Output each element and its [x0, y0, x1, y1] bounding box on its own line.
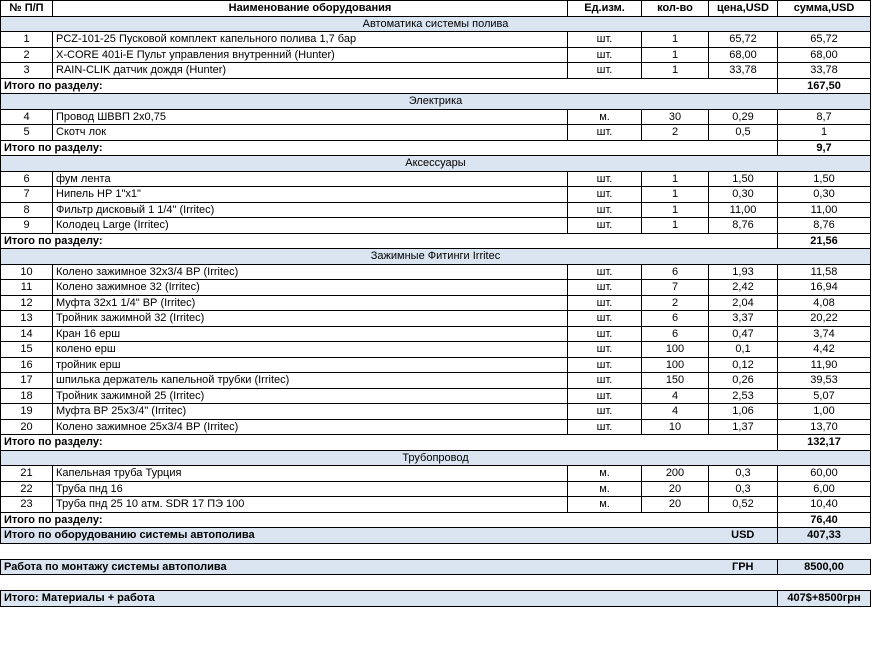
- column-header-qty: кол-во: [642, 1, 709, 17]
- item-price: 0,3: [709, 481, 778, 497]
- table-row: [1, 125, 871, 141]
- item-price: 0,3: [709, 466, 778, 482]
- row-number: 15: [1, 342, 53, 358]
- item-qty: 2: [642, 125, 709, 141]
- equipment-total-value: 407,33: [778, 528, 871, 544]
- item-qty: 1: [642, 63, 709, 79]
- item-unit: шт.: [568, 187, 642, 203]
- item-sum: 10,40: [778, 497, 871, 513]
- table-row: [1, 373, 871, 389]
- subtotal-value: 76,40: [778, 512, 871, 528]
- row-number: 17: [1, 373, 53, 389]
- subtotal-label: Итого по разделу:: [1, 140, 778, 156]
- row-number: 8: [1, 202, 53, 218]
- subtotal-value: 167,50: [778, 78, 871, 94]
- item-sum: 68,00: [778, 47, 871, 63]
- item-price: 1,50: [709, 171, 778, 187]
- item-name: тройник ерш: [53, 357, 568, 373]
- item-price: 0,29: [709, 109, 778, 125]
- item-price: 0,1: [709, 342, 778, 358]
- table-row: [1, 32, 871, 48]
- installation-row: [1, 559, 871, 575]
- table-row: [1, 218, 871, 234]
- item-qty: 150: [642, 373, 709, 389]
- table-row: [1, 202, 871, 218]
- item-sum: 4,08: [778, 295, 871, 311]
- item-qty: 1: [642, 32, 709, 48]
- subtotal-row: [1, 512, 871, 528]
- item-sum: 8,76: [778, 218, 871, 234]
- section-header: [1, 450, 871, 466]
- item-name: Провод ШВВП 2х0,75: [53, 109, 568, 125]
- item-sum: 11,00: [778, 202, 871, 218]
- item-unit: шт.: [568, 202, 642, 218]
- column-header-sum: сумма,USD: [778, 1, 871, 17]
- item-name: Нипель НР 1"х1": [53, 187, 568, 203]
- item-name: Фильтр дисковый 1 1/4" (Irritec): [53, 202, 568, 218]
- row-number: 18: [1, 388, 53, 404]
- table-row: [1, 109, 871, 125]
- item-sum: 65,72: [778, 32, 871, 48]
- table-row: [1, 342, 871, 358]
- item-unit: шт.: [568, 326, 642, 342]
- section-title: Трубопровод: [1, 450, 871, 466]
- grand-total-value: 407$+8500грн: [778, 591, 871, 607]
- installation-currency: ГРН: [709, 559, 778, 575]
- section-title: Электрика: [1, 94, 871, 110]
- row-number: 2: [1, 47, 53, 63]
- item-unit: шт.: [568, 63, 642, 79]
- grand-total-row: [1, 591, 871, 607]
- item-price: 2,04: [709, 295, 778, 311]
- item-name: Тройник зажимной 25 (Irritec): [53, 388, 568, 404]
- item-unit: шт.: [568, 264, 642, 280]
- item-qty: 4: [642, 388, 709, 404]
- item-name: колено ерш: [53, 342, 568, 358]
- table-row: [1, 466, 871, 482]
- column-header-name: Наименование оборудования: [53, 1, 568, 17]
- subtotal-value: 21,56: [778, 233, 871, 249]
- table-row: [1, 419, 871, 435]
- column-header-price: цена,USD: [709, 1, 778, 17]
- item-price: 65,72: [709, 32, 778, 48]
- section-header: [1, 16, 871, 32]
- row-number: 11: [1, 280, 53, 296]
- item-qty: 100: [642, 342, 709, 358]
- item-unit: шт.: [568, 388, 642, 404]
- table-row: [1, 171, 871, 187]
- section-header: [1, 249, 871, 265]
- item-unit: шт.: [568, 357, 642, 373]
- row-number: 20: [1, 419, 53, 435]
- item-price: 0,26: [709, 373, 778, 389]
- table-row: [1, 311, 871, 327]
- section-title: Зажимные Фитинги Irritec: [1, 249, 871, 265]
- row-number: 12: [1, 295, 53, 311]
- item-unit: шт.: [568, 373, 642, 389]
- item-unit: м.: [568, 109, 642, 125]
- item-qty: 20: [642, 497, 709, 513]
- item-qty: 1: [642, 187, 709, 203]
- item-sum: 60,00: [778, 466, 871, 482]
- item-sum: 16,94: [778, 280, 871, 296]
- item-name: X-CORE 401i-E Пульт управления внутренний (Hunter): [53, 47, 568, 63]
- item-price: 2,53: [709, 388, 778, 404]
- equipment-total-currency: USD: [709, 528, 778, 544]
- item-sum: 20,22: [778, 311, 871, 327]
- item-unit: шт.: [568, 342, 642, 358]
- item-sum: 3,74: [778, 326, 871, 342]
- item-name: Муфта ВР 25х3/4" (Irritec): [53, 404, 568, 420]
- section-title: Аксессуары: [1, 156, 871, 172]
- item-price: 0,52: [709, 497, 778, 513]
- row-number: 9: [1, 218, 53, 234]
- item-unit: шт.: [568, 218, 642, 234]
- subtotal-row: [1, 140, 871, 156]
- item-sum: 33,78: [778, 63, 871, 79]
- row-number: 10: [1, 264, 53, 280]
- item-price: 1,06: [709, 404, 778, 420]
- table-row: [1, 357, 871, 373]
- item-name: Скотч лок: [53, 125, 568, 141]
- item-unit: шт.: [568, 125, 642, 141]
- item-price: 68,00: [709, 47, 778, 63]
- table-row: [1, 404, 871, 420]
- row-number: 21: [1, 466, 53, 482]
- subtotal-label: Итого по разделу:: [1, 435, 778, 451]
- item-unit: шт.: [568, 171, 642, 187]
- row-number: 1: [1, 32, 53, 48]
- row-number: 23: [1, 497, 53, 513]
- item-sum: 1: [778, 125, 871, 141]
- item-sum: 4,42: [778, 342, 871, 358]
- row-number: 14: [1, 326, 53, 342]
- row-number: 5: [1, 125, 53, 141]
- item-name: Колено зажимное 32 (Irritec): [53, 280, 568, 296]
- table-row: [1, 497, 871, 513]
- installation-value: 8500,00: [778, 559, 871, 575]
- item-name: Кран 16 ерш: [53, 326, 568, 342]
- item-unit: шт.: [568, 404, 642, 420]
- spacer-cell: [1, 575, 871, 591]
- section-header: [1, 156, 871, 172]
- table-row: [1, 63, 871, 79]
- table-row: [1, 326, 871, 342]
- item-name: фум лента: [53, 171, 568, 187]
- table-row: [1, 388, 871, 404]
- equipment-total-row: [1, 528, 871, 544]
- subtotal-label: Итого по разделу:: [1, 512, 778, 528]
- subtotal-row: [1, 435, 871, 451]
- subtotal-value: 9,7: [778, 140, 871, 156]
- item-name: RAIN-CLIK датчик дождя (Hunter): [53, 63, 568, 79]
- table-row: [1, 280, 871, 296]
- item-price: 1,37: [709, 419, 778, 435]
- subtotal-row: [1, 78, 871, 94]
- item-price: 0,12: [709, 357, 778, 373]
- item-name: Капельная труба Турция: [53, 466, 568, 482]
- item-qty: 6: [642, 311, 709, 327]
- item-qty: 1: [642, 171, 709, 187]
- grand-total-label: Итого: Материалы + работа: [1, 591, 778, 607]
- item-sum: 13,70: [778, 419, 871, 435]
- item-sum: 8,7: [778, 109, 871, 125]
- item-sum: 0,30: [778, 187, 871, 203]
- item-price: 2,42: [709, 280, 778, 296]
- row-number: 13: [1, 311, 53, 327]
- item-qty: 100: [642, 357, 709, 373]
- item-sum: 6,00: [778, 481, 871, 497]
- item-unit: м.: [568, 497, 642, 513]
- item-price: 1,93: [709, 264, 778, 280]
- item-sum: 5,07: [778, 388, 871, 404]
- item-unit: м.: [568, 481, 642, 497]
- spacer-row: [1, 543, 871, 559]
- item-name: Тройник зажимной 32 (Irritec): [53, 311, 568, 327]
- item-sum: 11,58: [778, 264, 871, 280]
- item-price: 33,78: [709, 63, 778, 79]
- subtotal-label: Итого по разделу:: [1, 78, 778, 94]
- item-qty: 2: [642, 295, 709, 311]
- item-qty: 200: [642, 466, 709, 482]
- item-price: 11,00: [709, 202, 778, 218]
- item-qty: 1: [642, 202, 709, 218]
- row-number: 4: [1, 109, 53, 125]
- item-qty: 10: [642, 419, 709, 435]
- item-price: 0,30: [709, 187, 778, 203]
- item-unit: шт.: [568, 47, 642, 63]
- item-unit: шт.: [568, 280, 642, 296]
- item-qty: 7: [642, 280, 709, 296]
- section-header: [1, 94, 871, 110]
- spacer-row: [1, 575, 871, 591]
- item-name: Муфта 32х1 1/4" ВР (Irritec): [53, 295, 568, 311]
- item-name: шпилька держатель капельной трубки (Irritec): [53, 373, 568, 389]
- item-qty: 1: [642, 218, 709, 234]
- row-number: 3: [1, 63, 53, 79]
- row-number: 22: [1, 481, 53, 497]
- item-sum: 39,53: [778, 373, 871, 389]
- row-number: 19: [1, 404, 53, 420]
- column-header-num: № П/П: [1, 1, 53, 17]
- row-number: 16: [1, 357, 53, 373]
- item-price: 8,76: [709, 218, 778, 234]
- item-qty: 1: [642, 47, 709, 63]
- item-unit: шт.: [568, 419, 642, 435]
- table-row: [1, 187, 871, 203]
- section-title: Автоматика системы полива: [1, 16, 871, 32]
- equipment-total-label: Итого по оборудованию системы автополива: [1, 528, 709, 544]
- item-name: Колено зажимное 25х3/4 ВР (Irritec): [53, 419, 568, 435]
- subtotal-row: [1, 233, 871, 249]
- item-qty: 6: [642, 326, 709, 342]
- item-qty: 30: [642, 109, 709, 125]
- spacer-cell: [1, 543, 871, 559]
- item-price: 0,47: [709, 326, 778, 342]
- item-name: Труба пнд 25 10 атм. SDR 17 ПЭ 100: [53, 497, 568, 513]
- item-sum: 1,00: [778, 404, 871, 420]
- subtotal-label: Итого по разделу:: [1, 233, 778, 249]
- item-unit: м.: [568, 466, 642, 482]
- row-number: 6: [1, 171, 53, 187]
- row-number: 7: [1, 187, 53, 203]
- header-row: [1, 1, 871, 17]
- table-row: [1, 481, 871, 497]
- item-name: Колено зажимное 32х3/4 ВР (Irritec): [53, 264, 568, 280]
- table-row: [1, 264, 871, 280]
- item-name: Труба пнд 16: [53, 481, 568, 497]
- table-row: [1, 47, 871, 63]
- item-qty: 4: [642, 404, 709, 420]
- table-row: [1, 295, 871, 311]
- subtotal-value: 132,17: [778, 435, 871, 451]
- item-price: 0,5: [709, 125, 778, 141]
- item-unit: шт.: [568, 311, 642, 327]
- installation-label: Работа по монтажу системы автополива: [1, 559, 709, 575]
- item-sum: 1,50: [778, 171, 871, 187]
- item-sum: 11,90: [778, 357, 871, 373]
- item-unit: шт.: [568, 32, 642, 48]
- item-qty: 20: [642, 481, 709, 497]
- item-name: Колодец Large (Irritec): [53, 218, 568, 234]
- column-header-unit: Ед.изм.: [568, 1, 642, 17]
- item-unit: шт.: [568, 295, 642, 311]
- item-qty: 6: [642, 264, 709, 280]
- item-name: PCZ-101-25 Пусковой комплект капельного полива 1,7 бар: [53, 32, 568, 48]
- item-price: 3,37: [709, 311, 778, 327]
